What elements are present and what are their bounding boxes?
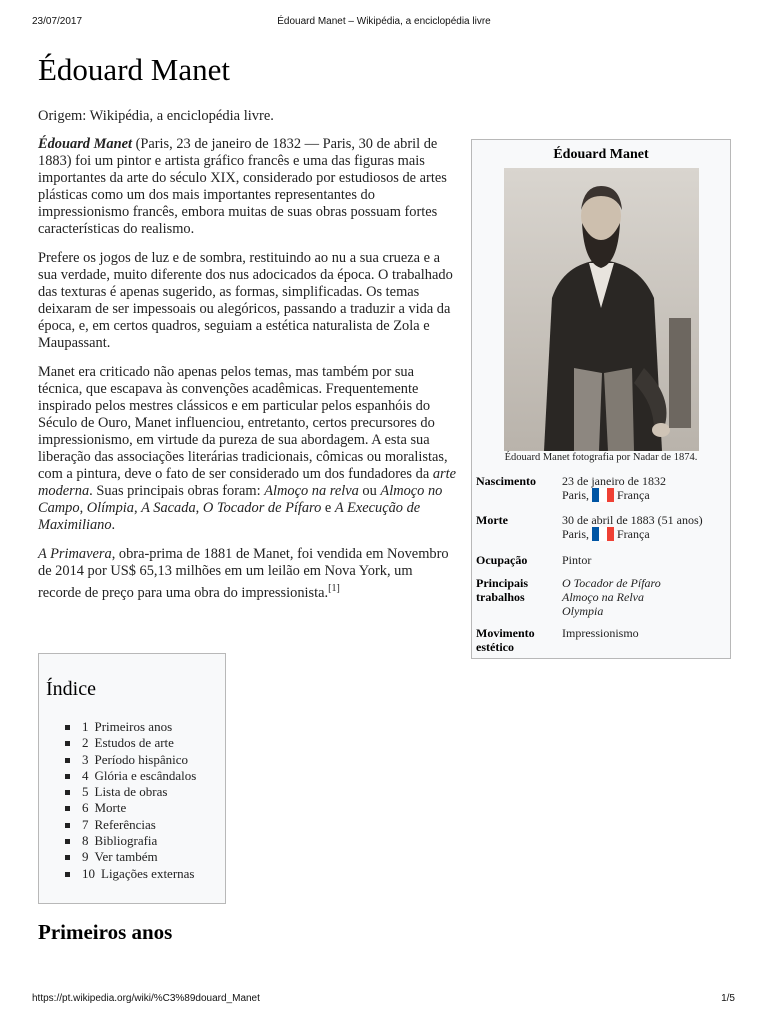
toc-item-label: Morte	[94, 800, 127, 816]
toc-title: Índice	[46, 678, 96, 700]
toc-item-label: Glória e escândalos	[94, 767, 197, 783]
link-work[interactable]: Olympia	[562, 604, 604, 618]
toc-item-number: 4	[82, 767, 89, 783]
france-flag-icon	[592, 527, 614, 541]
photo-caption: Édouard Manet fotografia por Nadar de 1874.	[504, 452, 698, 463]
toc-item-number: 8	[82, 833, 89, 849]
style-paragraph: Prefere os jogos de luz e de sombra, restituindo ao nu a sua crueza e a sua verdade, muito diferente dos nus adocicados da época. O trabalhado das texturas é apenas sugerido, as formas, simplificadas. Os temas deixaram de ser impessoais ou alegóricos, passando a traduzir a vida da época, e, em certos quadros, seguiam a estética naturalista de Zola e Maupassant.	[38, 250, 453, 351]
infobox: Édouard Manet Édouard Manet fotografia por Nadar de 1874. Nascimento 23 de janeiro de 1832 Paris, França Morte 30 de abril de 1883 (51 anos) Paris, França Ocupação Pintor Principais trabalhos O Tocador de Pífaro Almoço na Relva Olympia Movimento estético Impressionismo	[471, 139, 731, 659]
toc-item-label: Lista de obras	[94, 784, 168, 800]
toc-item-number: 1	[82, 719, 89, 734]
toc-item[interactable]	[59, 784, 196, 800]
link-artwork[interactable]: A Sacada	[141, 500, 196, 516]
toc-item-label: Ligações externas	[101, 865, 195, 881]
toc-item[interactable]	[59, 768, 196, 784]
toc-item-number: 6	[82, 800, 89, 816]
link-artwork[interactable]: Olímpia	[86, 500, 134, 516]
link-artwork[interactable]: Almoço no Campo	[38, 483, 443, 516]
section-heading: Primeiros anos	[38, 920, 173, 944]
toc-item[interactable]	[59, 849, 196, 865]
link-a-primavera[interactable]: A Primavera	[38, 546, 112, 562]
toc-item-number: 5	[82, 784, 89, 800]
toc-item-label: Estudos de arte	[94, 735, 174, 751]
print-url: https://pt.wikipedia.org/wiki/%C3%89douard_Manet	[32, 993, 260, 1004]
toc-item-label: Ver também	[94, 849, 158, 865]
toc-item-number: 9	[82, 849, 89, 865]
toc-list	[59, 719, 196, 882]
toc-item[interactable]	[59, 719, 196, 735]
table-of-contents	[38, 653, 226, 904]
toc-item-number: 3	[82, 751, 89, 767]
print-page-title: Édouard Manet – Wikipédia, a enciclopédia livre	[277, 16, 491, 27]
critique-paragraph: Manet era criticado não apenas pelos temas, mas também por sua técnica, que escapava às convenções acadêmicas. Frequentemente inspirado pelos mestres clássicos e em particular pelos espanhóis do Século de Ouro, Manet influenciou, entretanto, certos precursores do impressionismo, em virtude da pureza de sua abordagem. A esta sua liberação das associações literárias tradicionais, cômicas ou moralistas, com a pintura, deve o fato de ser considerado um dos fundadores da arte moderna. Suas principais obras foram: Almoço na relva ou Almoço no Campo, Olímpia, A Sacada, O Tocador de Pífaro e A Execução de Maximiliano.	[38, 364, 457, 533]
link-paris[interactable]: Paris,	[562, 488, 589, 502]
link-artwork[interactable]: A Execução de Maximiliano	[38, 500, 421, 533]
link-impressionismo[interactable]: Impressionismo	[562, 626, 639, 640]
link-work[interactable]: O Tocador de Pífaro	[562, 576, 661, 590]
reference-link[interactable]: [1]	[328, 583, 340, 594]
origin-note: Origem: Wikipédia, a enciclopédia livre.	[38, 108, 274, 124]
article-body	[38, 136, 458, 614]
link-work[interactable]: Almoço na Relva	[562, 590, 644, 604]
toc-item-label: Primeiros anos	[94, 719, 173, 734]
toc-item[interactable]	[59, 833, 196, 849]
toc-item[interactable]	[59, 866, 196, 882]
link-artwork[interactable]: arte moderna	[38, 466, 457, 499]
portrait-photo[interactable]	[504, 168, 699, 451]
infobox-title: Édouard Manet	[553, 147, 649, 162]
toc-item[interactable]	[59, 800, 196, 816]
primavera-paragraph: A Primavera, obra-prima de 1881 de Manet, foi vendida em Novembro de 2014 por US$ 65,13 milhões em um leilão em Nova York, um recorde de preço para uma obra do impressionista.[1]	[38, 546, 449, 601]
print-date: 23/07/2017	[32, 16, 83, 27]
toc-item-number: 2	[82, 735, 89, 751]
toc-item-label: Período hispânico	[94, 751, 189, 767]
intro-paragraph: Édouard Manet (Paris, 23 de janeiro de 1832 — Paris, 30 de abril de 1883) foi um pintor e artista gráfico francês e uma das figuras mais importantes da arte do século XIX, considerado por estudiosos de artes plásticas como um dos mais importantes representantes do impressionismo francês, embora muitas de suas obras possuam fortes características do realismo.	[38, 136, 447, 237]
link-franca[interactable]: França	[617, 527, 650, 541]
link-artwork[interactable]: O Tocador de Pífaro	[202, 500, 322, 516]
france-flag-icon	[592, 488, 614, 502]
toc-item-label: Bibliografia	[94, 833, 158, 849]
toc-item-number: 10	[82, 865, 95, 881]
toc-item-number: 7	[82, 816, 89, 832]
toc-item[interactable]	[59, 752, 196, 768]
subject-name: Édouard Manet	[38, 136, 132, 152]
page-title: Édouard Manet	[38, 52, 230, 87]
link-artwork[interactable]: Almoço na relva	[264, 483, 359, 499]
toc-item-label: Referências	[94, 816, 156, 832]
link-paris[interactable]: Paris,	[562, 527, 589, 541]
toc-item[interactable]	[59, 735, 196, 751]
link-franca[interactable]: França	[617, 488, 650, 502]
print-page-number: 1/5	[721, 993, 735, 1004]
toc-item[interactable]	[59, 817, 196, 833]
